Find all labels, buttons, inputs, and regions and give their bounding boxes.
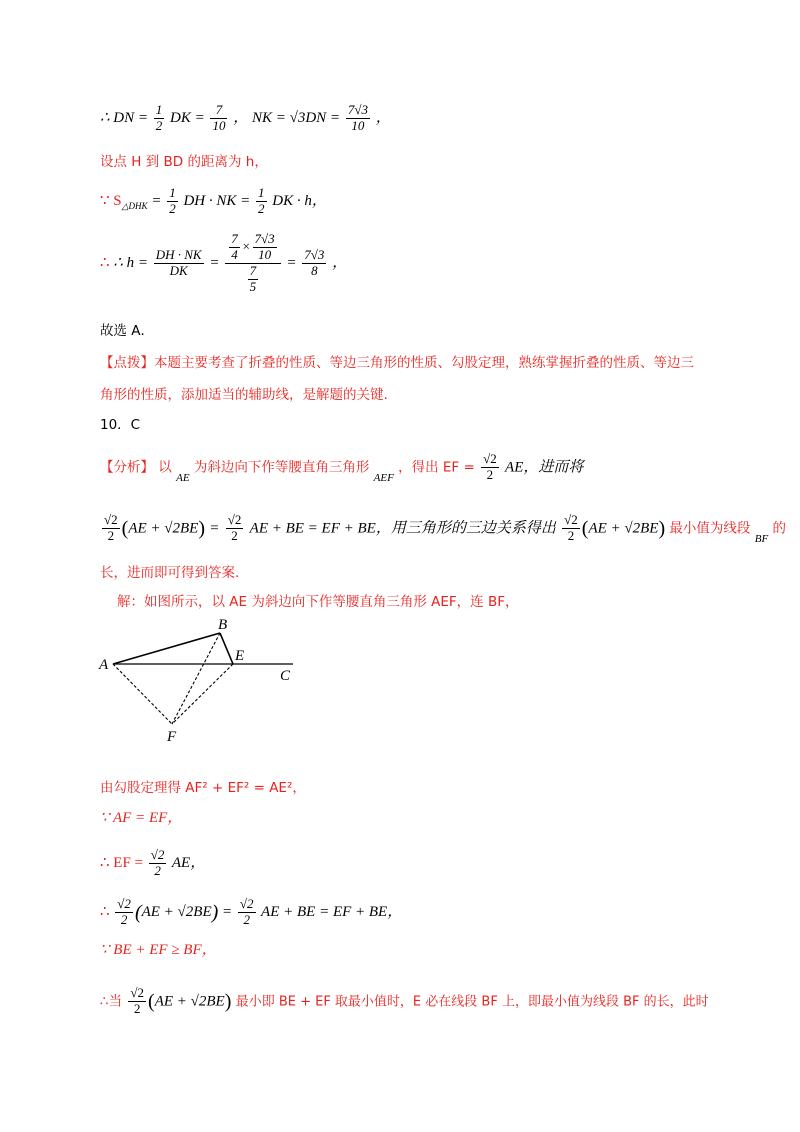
line-tip: 【点拨】本题主要考查了折叠的性质、等边三角形的性质、勾股定理，熟练掌握折叠的性质、等边三 xyxy=(100,355,694,371)
segment-af xyxy=(113,664,172,724)
segment-ab xyxy=(113,633,220,664)
frac-7root3-10: $\frac{7√3}{10}$ xyxy=(347,102,368,133)
line-length: 长，进而即可得到答案. xyxy=(100,565,240,581)
line-pythagoras: 由勾股定理得 AF² + EF² = AE²， xyxy=(100,780,306,796)
line-triangle-ineq: ∵ BE + EF ≥ BF， xyxy=(100,942,217,958)
label-e: E xyxy=(235,648,245,664)
label-b: B xyxy=(218,617,228,633)
line-transform-2: ∴ $\frac{√2}{2}$ (AE + √2BE) = $\frac{√2}{2}$ AE + BE = EF + BE， xyxy=(100,896,403,927)
line-transform: $\frac{√2}{2}$ (AE + √2BE) = $\frac{√2}{2}$ AE + BE = EF + BE，用三角形的三边关系得出 $\frac{√2}{2}$ (AE + √2BE) 最小值为线段 $_{BF}$ 的 xyxy=(104,512,786,546)
line-area-dhk: ∵ $S_{\triangle DHK}$ = $\frac{1}{2}$ DH · NK = $\frac{1}{2}$ DK · h， xyxy=(100,185,327,216)
frac-seven-tenths: $\frac{7}{10}$ xyxy=(212,102,226,133)
line-af-ef: ∵ AF = EF， xyxy=(100,810,183,826)
label-f: F xyxy=(167,729,177,745)
line-ef-value: ∴ EF = $\frac{√2}{2}$ AE， xyxy=(100,847,206,878)
line-dn-nk: ∴ DN = $\frac{1}{2}$ DK = $\frac{7}{10}$ ， NK = √3DN = $\frac{7√3}{10}$ ， xyxy=(100,102,391,133)
line-solution: 解：如图所示，以 AE 为斜边向下作等腰直角三角形 AEF，连 BF， xyxy=(117,594,519,610)
label-c: C xyxy=(280,668,291,684)
segment-be xyxy=(220,633,233,664)
line-set-h: 设点 H 到 BD 的距离为 h， xyxy=(100,154,268,170)
line-analysis: 【分析】 以 $_{AE}$ 为斜边向下作等腰直角三角形 $_{AEF}$ ，得出 EF = $\frac{√2}{2}$ AE，进而将 xyxy=(100,451,584,485)
frac-half: $\frac{1}{2}$ xyxy=(155,102,163,133)
geometry-figure xyxy=(95,612,310,747)
segment-ef xyxy=(172,664,233,724)
frac-complex: $\frac{7}{4}$ × $\frac{7√3}{10}$ $\frac{7}{5}$ xyxy=(225,232,280,295)
line-tip-2: 角形的性质，添加适当的辅助线，是解题的关键. xyxy=(100,387,388,403)
line-answer-a: 故选 A． xyxy=(100,323,155,339)
label-a: A xyxy=(99,657,109,673)
line-minimum: ∴当 $\frac{√2}{2}$ (AE + √2BE) 最小即 BE + EF 取最小值时，E 必在线段 BF 上，即最小值为线段 BF 的长，此时 xyxy=(100,985,709,1016)
line-h-value: ∴ ∴ h = $\frac{DH \cdot NK}{DK}$ = $\frac{7}{4}$ × $\frac{7√3}{10}$ $\frac{7}{5}$ = $\frac{7√3}{8}$ ， xyxy=(100,231,348,294)
line-q10: 10．C xyxy=(100,417,141,433)
segment-bf xyxy=(172,633,220,724)
